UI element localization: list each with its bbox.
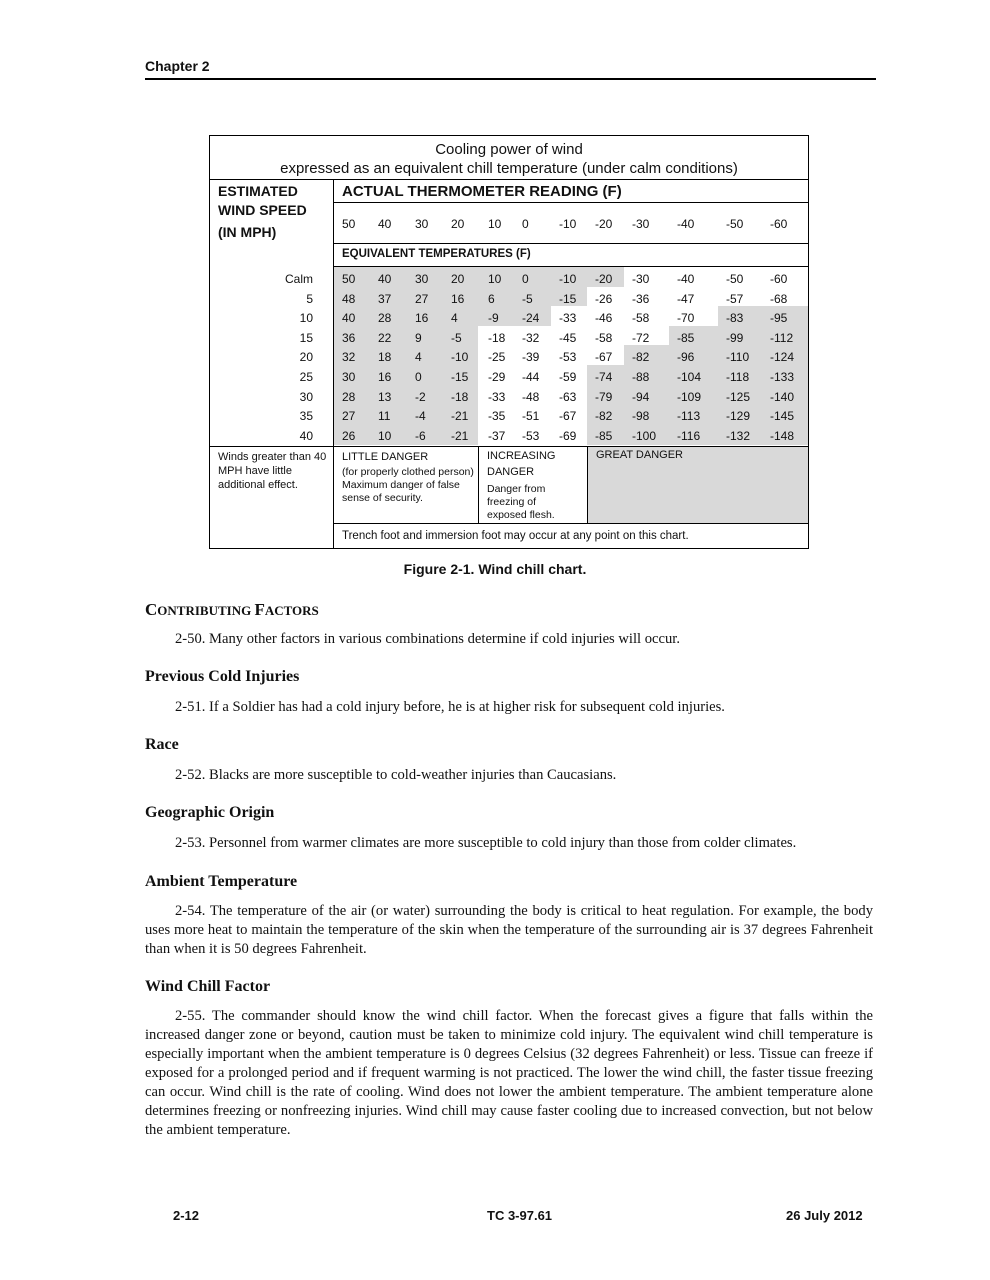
equivalent-temp-cell: -79 xyxy=(595,389,613,404)
equivalent-temp-cell: -45 xyxy=(559,330,577,345)
equivalent-temp-cell: 6 xyxy=(488,291,495,306)
winds-note: Winds greater than 40 MPH have little additional effect. xyxy=(218,451,327,491)
equivalent-temp-cell: -82 xyxy=(595,409,613,424)
equivalent-temp-cell: -58 xyxy=(632,311,650,326)
figure-caption: Figure 2-1. Wind chill chart. xyxy=(403,561,587,577)
equivalent-temp-cell: 50 xyxy=(342,272,356,286)
row-header-estimated: ESTIMATED xyxy=(218,183,298,199)
equivalent-temp-cell: -133 xyxy=(770,370,795,384)
actual-temp-cell: 30 xyxy=(415,217,429,231)
equivalent-temp-cell: -47 xyxy=(677,291,695,306)
equivalent-temp-cell: 0 xyxy=(415,370,422,384)
equivalent-temp-cell: -72 xyxy=(632,330,650,345)
equivalent-temp-cell: -113 xyxy=(677,409,701,424)
equivalent-temp-cell: 9 xyxy=(415,330,422,345)
chapter-header: Chapter 2 xyxy=(145,58,876,80)
equivalent-temp-cell: 4 xyxy=(415,350,422,365)
equivalent-temp-cell: 27 xyxy=(415,291,429,306)
equivalent-temp-cell: 26 xyxy=(342,428,356,443)
chart-title-line2: expressed as an equivalent chill temperature (under calm conditions) xyxy=(280,160,738,177)
equivalent-temp-cell: -4 xyxy=(415,409,426,424)
wind-speed-label: 5 xyxy=(306,291,313,306)
equivalent-temp-cell: -69 xyxy=(559,428,577,443)
equivalent-temp-cell: -98 xyxy=(632,409,650,424)
equivalent-temp-cell: -129 xyxy=(726,409,751,424)
equivalent-temp-cell: -83 xyxy=(726,311,744,326)
row-header-units: (IN MPH) xyxy=(218,224,277,240)
paragraph-2-50: 2-50. Many other factors in various combinations determine if cold injuries will occur. xyxy=(175,631,680,647)
actual-temp-cell: 0 xyxy=(522,217,529,231)
equivalent-temp-cell: 13 xyxy=(378,389,392,404)
footer-page-number: 2-12 xyxy=(173,1208,200,1223)
actual-temp-cell: -20 xyxy=(595,217,613,231)
equivalent-temp-cell: -5 xyxy=(522,291,533,306)
equivalent-temp-cell: -36 xyxy=(632,291,650,306)
equivalent-temp-cell: -125 xyxy=(726,389,751,404)
paragraph-2-52: 2-52. Blacks are more susceptible to cold-weather injuries than Caucasians. xyxy=(175,767,617,783)
equivalent-temp-cell: -15 xyxy=(451,370,469,384)
equivalent-temp-cell: -58 xyxy=(595,330,613,345)
paragraph-2-53: 2-53. Personnel from warmer climates are more susceptible to cold injury than those from colder climates. xyxy=(175,835,797,851)
row-header-wind-speed: WIND SPEED xyxy=(218,202,307,218)
equivalent-temp-cell: -68 xyxy=(770,291,788,306)
equivalent-temp-cell: -30 xyxy=(632,272,650,286)
equivalent-temp-cell: -53 xyxy=(559,350,577,365)
equivalent-temp-cell: 16 xyxy=(451,291,465,306)
equivalent-temp-cell: -40 xyxy=(677,272,695,286)
actual-temp-cell: -40 xyxy=(677,217,695,231)
equivalent-temp-cell: -10 xyxy=(559,272,577,286)
increasing-danger-title: INCREASING DANGER xyxy=(487,450,556,478)
actual-temp-cell: 40 xyxy=(378,217,392,231)
chart-title-line1: Cooling power of wind xyxy=(435,141,583,158)
equivalent-temp-cell: 16 xyxy=(378,370,392,384)
equivalent-temp-cell: -85 xyxy=(677,330,695,345)
equivalent-temp-cell: 48 xyxy=(342,291,356,306)
paragraph-2-54: 2-54. The temperature of the air (or water) surrounding the body is critical to heat regulation. For example, the body uses more heat to maintain the temperature of the skin when the temperature of the surrounding air is 37 degrees Fahrenheit than when it is 50 degrees Fahrenheit. xyxy=(145,903,873,957)
heading-ambient-temperature: Ambient Temperature xyxy=(145,873,298,890)
footer-document-id: TC 3-97.61 xyxy=(487,1208,553,1223)
equivalent-temp-cell: 28 xyxy=(378,311,392,326)
heading-geographic-origin: Geographic Origin xyxy=(145,804,275,821)
equivalent-temp-cell: -9 xyxy=(488,311,499,326)
equivalent-temp-cell: -44 xyxy=(522,370,540,384)
paragraph-2-51: 2-51. If a Soldier has had a cold injury before, he is at higher risk for subsequent cold injuries. xyxy=(175,699,725,715)
actual-temp-cell: -10 xyxy=(559,217,577,231)
equivalent-temp-cell: -94 xyxy=(632,389,650,404)
wind-speed-label: 10 xyxy=(299,311,313,326)
equivalent-temp-cell: -110 xyxy=(726,350,750,365)
actual-thermometer-header: ACTUAL THERMOMETER READING (F) xyxy=(342,183,622,200)
actual-temp-cell: -60 xyxy=(770,217,788,231)
equivalent-temp-cell: -10 xyxy=(451,350,469,365)
equivalent-temp-cell: -116 xyxy=(677,428,701,443)
equivalent-temp-cell: -33 xyxy=(488,389,506,404)
equivalent-temp-cell: -145 xyxy=(770,409,795,424)
equivalent-temp-cell: 36 xyxy=(342,330,356,345)
equivalent-temp-cell: -104 xyxy=(677,370,702,384)
equivalent-temp-cell: -18 xyxy=(488,330,506,345)
wind-speed-label: 40 xyxy=(299,428,313,443)
equivalent-temp-cell: -112 xyxy=(770,330,794,345)
actual-temp-cell: -50 xyxy=(726,217,744,231)
paragraph-2-55: 2-55. The commander should know the wind chill factor. When the forecast gives a figure that falls within the increased danger zone or beyond, caution must be taken to minimize cold injury. The equivalent wind chill temperature is especially important when the ambient temperature is 0 degrees Celsius (32 degrees Fahrenheit) or less. Tissue can freeze if exposed for a prolonged period and if frequent warming is not practiced. The lower the wind chill, the faster tissue freezing can occur. Wind chill is the rate of cooling. Wind does not lower the ambient temperature. The ambient temperature alone determines freezing or nonfreezing injuries. Wind chill may cause faster cooling due to increased convection, but not below the ambient temperature. xyxy=(145,1008,873,1138)
great-danger-title: GREAT DANGER xyxy=(596,449,683,461)
wind-speed-label: 15 xyxy=(299,330,313,345)
equivalent-temp-cell: -96 xyxy=(677,350,695,365)
heading-wind-chill-factor: Wind Chill Factor xyxy=(145,978,271,995)
equivalent-temp-cell: 10 xyxy=(488,272,502,286)
wind-chill-chart xyxy=(209,135,809,549)
heading-previous-cold-injuries: Previous Cold Injuries xyxy=(145,668,300,685)
little-danger-title: LITTLE DANGER xyxy=(342,451,429,463)
equivalent-temp-cell: -20 xyxy=(595,272,613,286)
equivalent-temp-cell: 30 xyxy=(415,272,429,286)
equivalent-temp-cell: -26 xyxy=(595,291,613,306)
equivalent-temp-cell: -32 xyxy=(522,330,540,345)
equivalent-temp-cell: 30 xyxy=(342,370,356,384)
increasing-danger-text: Danger from freezing of exposed flesh. xyxy=(487,483,555,521)
footer-date: 26 July 2012 xyxy=(786,1208,863,1223)
heading-race: Race xyxy=(145,736,179,753)
wind-speed-label: 25 xyxy=(299,370,313,384)
equivalent-temp-cell: -124 xyxy=(770,350,795,365)
actual-temp-cell: 10 xyxy=(488,217,502,231)
equivalent-temps-header: EQUIVALENT TEMPERATURES (F) xyxy=(342,248,531,260)
wind-speed-label: Calm xyxy=(284,272,313,286)
equivalent-temp-cell: -18 xyxy=(451,389,469,404)
equivalent-temp-cell: 16 xyxy=(415,311,429,326)
equivalent-temp-cell: -148 xyxy=(770,428,795,443)
equivalent-temp-cell: -25 xyxy=(488,350,506,365)
equivalent-temp-cell: -100 xyxy=(632,428,657,443)
equivalent-temp-cell: -50 xyxy=(726,272,744,286)
equivalent-temp-cell: 22 xyxy=(378,330,392,345)
actual-temp-cell: -30 xyxy=(632,217,650,231)
equivalent-temp-cell: -88 xyxy=(632,370,650,384)
equivalent-temp-cell: -109 xyxy=(677,389,702,404)
equivalent-temp-cell: -21 xyxy=(451,428,469,443)
equivalent-temp-cell: 40 xyxy=(342,311,356,326)
equivalent-temp-cell: -99 xyxy=(726,330,744,345)
equivalent-temp-cell: -51 xyxy=(522,409,540,424)
wind-speed-label: 20 xyxy=(299,350,313,365)
equivalent-temp-cell: -63 xyxy=(559,389,577,404)
wind-speed-label: 30 xyxy=(299,389,313,404)
equivalent-temp-cell: -140 xyxy=(770,389,795,404)
equivalent-temp-cell: -67 xyxy=(595,350,613,365)
equivalent-temp-cell: 11 xyxy=(378,409,391,424)
equivalent-temp-cell: 0 xyxy=(522,272,529,286)
equivalent-temp-cell: 37 xyxy=(378,291,392,306)
little-danger-text: (for properly clothed person) Maximum danger of false sense of security. xyxy=(342,466,474,504)
equivalent-temp-cell: -24 xyxy=(522,311,540,326)
equivalent-temp-cell: -21 xyxy=(451,409,469,424)
equivalent-temp-cell: -67 xyxy=(559,409,577,424)
actual-temp-cell: 50 xyxy=(342,217,356,231)
equivalent-temp-cell: 28 xyxy=(342,389,356,404)
equivalent-temp-cell: 10 xyxy=(378,428,392,443)
actual-temp-cell: 20 xyxy=(451,217,465,231)
equivalent-temp-cell: 40 xyxy=(378,272,392,286)
equivalent-temp-cell: -132 xyxy=(726,428,751,443)
equivalent-temp-cell: -5 xyxy=(451,330,462,345)
equivalent-temp-cell: -118 xyxy=(726,370,750,384)
trench-foot-note: Trench foot and immersion foot may occur at any point on this chart. xyxy=(342,530,689,542)
equivalent-temp-cell: -2 xyxy=(415,389,426,404)
equivalent-temp-cell: -46 xyxy=(595,311,613,326)
equivalent-temp-cell: -85 xyxy=(595,428,613,443)
equivalent-temp-cell: 4 xyxy=(451,311,458,326)
equivalent-temp-cell: -60 xyxy=(770,272,788,286)
equivalent-temp-cell: -6 xyxy=(415,428,426,443)
equivalent-temp-cell: -74 xyxy=(595,370,613,384)
equivalent-temp-cell: -95 xyxy=(770,311,788,326)
equivalent-temp-cell: -59 xyxy=(559,370,577,384)
equivalent-temp-cell: -37 xyxy=(488,428,506,443)
equivalent-temp-cell: 20 xyxy=(451,272,465,286)
equivalent-temp-cell: 27 xyxy=(342,409,356,424)
equivalent-temp-cell: -53 xyxy=(522,428,540,443)
equivalent-temp-cell: -35 xyxy=(488,409,506,424)
equivalent-temp-cell: -70 xyxy=(677,311,695,326)
equivalent-temp-cell: 32 xyxy=(342,350,356,365)
equivalent-temp-cell: -57 xyxy=(726,291,744,306)
equivalent-temp-cell: -33 xyxy=(559,311,577,326)
equivalent-temp-cell: -39 xyxy=(522,350,540,365)
equivalent-temp-cell: -82 xyxy=(632,350,650,365)
contributing-factors-heading: CONTRIBUTING FACTORS xyxy=(145,600,319,619)
wind-speed-label: 35 xyxy=(299,409,313,424)
equivalent-temp-cell: -15 xyxy=(559,291,577,306)
equivalent-temp-cell: -48 xyxy=(522,389,540,404)
equivalent-temp-cell: -29 xyxy=(488,370,506,384)
equivalent-temp-cell: 18 xyxy=(378,350,392,365)
